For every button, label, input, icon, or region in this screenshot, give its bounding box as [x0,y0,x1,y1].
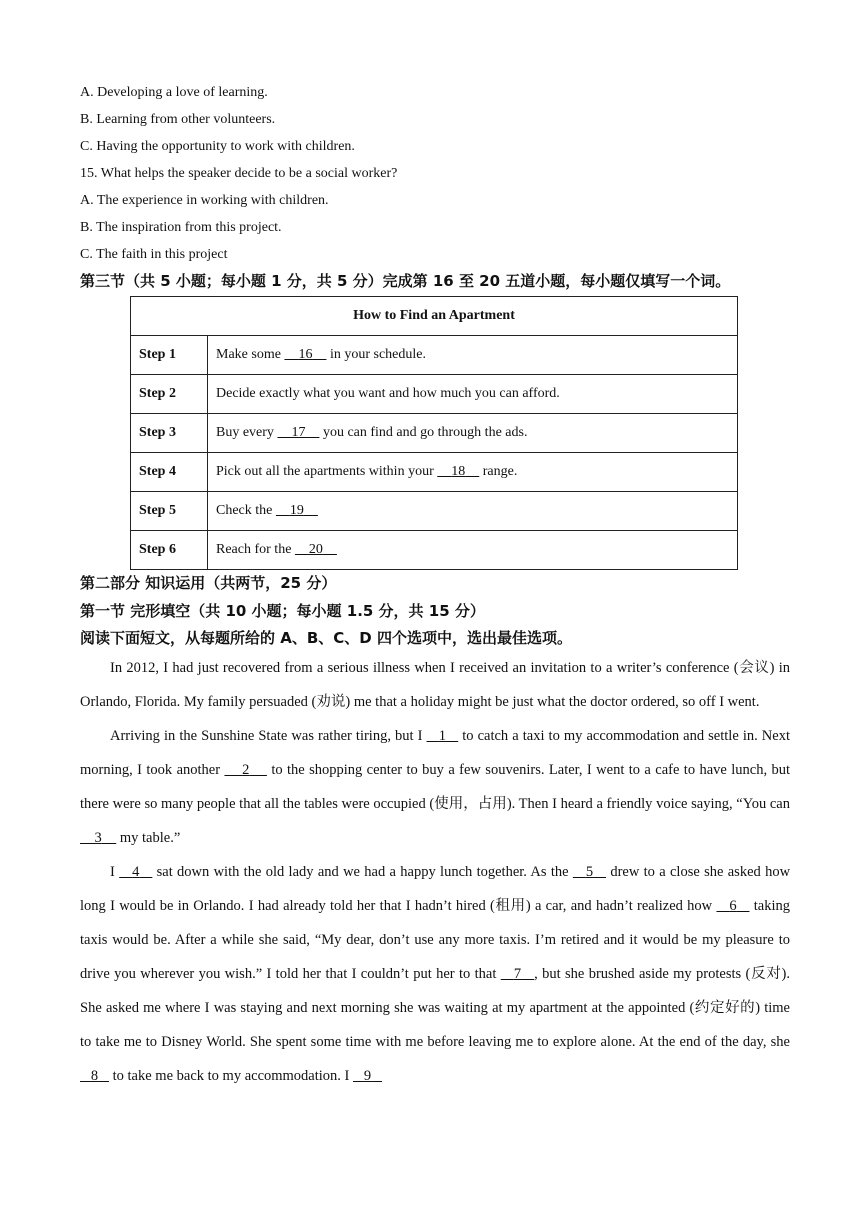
step-label: Step 2 [131,375,208,414]
blank-2[interactable]: 2 [242,762,250,778]
option-a: A. Developing a love of learning. [80,85,268,100]
q15-option-a: A. The experience in working with children. [80,193,329,208]
step-label: Step 6 [131,531,208,570]
blank-1[interactable]: 1 [438,728,446,744]
blank-9[interactable]: 9 [363,1068,372,1084]
q15-option-b: B. The inspiration from this project. [80,220,282,235]
table-row [131,375,738,414]
table-row [131,414,738,453]
part2-heading: 第二部分 知识运用（共两节，25 分） [80,574,337,592]
step-text: Decide exactly what you want and how much you can afford. [208,375,738,414]
step-label: Step 3 [131,414,208,453]
paragraph-2: Arriving in the Sunshine State was rather tiring, but I 1 to catch a taxi to my accommodation and settle in. Next morning, I took another 2 to the shopping center to buy a few souvenirs. Later, I went to a cafe to have lunch, but there were so many people that all the tables were occupied (使用，占用). Then I heard a friendly voice saying, “You can 3 my table.” [80,728,791,846]
option-b: B. Learning from other volunteers. [80,112,276,127]
blank-5[interactable]: 5 [585,864,594,880]
table-row [131,336,738,375]
section3-heading: 第三节（共 5 小题；每小题 1 分，共 5 分）完成第 16 至 20 五道小题，每小题仅填写一个词。 [80,272,731,290]
blank-17[interactable]: 17 [291,425,306,440]
paragraph-3: I 4 sat down with the old lady and we had a happy lunch together. As the 5 drew to a close she asked how long I would be in Orlando. I had already told her that I hadn’t hired (租用) a car, and hadn’t realized how 6 taking taxis would be. After a while she said, “My dear, don’t use any more taxis. I’m retired and it would be my pleasure to drive you wherever you wish.” I told her that I couldn’t put her to that 7 , but she brushed aside my protests (反对). She asked me where I was staying and next morning she was waiting at my apartment at the appointed (约定好的) time to take me to Disney World. She spent some time with me before leaving me to explore alone. At the end of the day, she 8 to take me back to my accommodation. I 9 [80,864,791,1084]
blank-3[interactable]: 3 [94,830,102,846]
blank-18[interactable]: 18 [451,464,466,479]
passage [80,651,790,1093]
step-label: Step 1 [131,336,208,375]
step-text: Pick out all the apartments within your 18 range. [208,453,738,492]
step-text: Reach for the 20 [208,531,738,570]
step-label: Step 5 [131,492,208,531]
option-c: C. Having the opportunity to work with children. [80,139,355,154]
question-15: 15. What helps the speaker decide to be a social worker? [80,166,398,181]
apartment-steps-table [130,296,738,570]
instruction: 阅读下面短文，从每题所给的 A、B、C、D 四个选项中，选出最佳选项。 [80,629,572,647]
step-text: Check the 19 [208,492,738,531]
paragraph-1: In 2012, I had just recovered from a serious illness when I received an invitation to a writer’s conference (会议) in Orlando, Florida. My family persuaded (劝说) me that a holiday might be just what the doctor ordered, so off I went. [80,660,790,710]
step-text: Buy every 17 you can find and go through the ads. [208,414,738,453]
step-label: Step 4 [131,453,208,492]
blank-16[interactable]: 16 [298,347,313,362]
table-row [131,453,738,492]
blank-8[interactable]: 8 [90,1068,99,1084]
blank-7[interactable]: 7 [513,966,522,982]
table-title: How to Find an Apartment [131,297,738,336]
section1-heading: 第一节 完形填空（共 10 小题；每小题 1.5 分，共 15 分） [80,602,485,620]
blank-19[interactable]: 19 [289,503,304,518]
blank-20[interactable]: 20 [308,542,323,557]
blank-4[interactable]: 4 [132,864,140,880]
table-row [131,531,738,570]
blank-6[interactable]: 6 [729,898,737,914]
step-text: Make some 16 in your schedule. [208,336,738,375]
q15-option-c: C. The faith in this project [80,247,228,262]
table-row [131,492,738,531]
